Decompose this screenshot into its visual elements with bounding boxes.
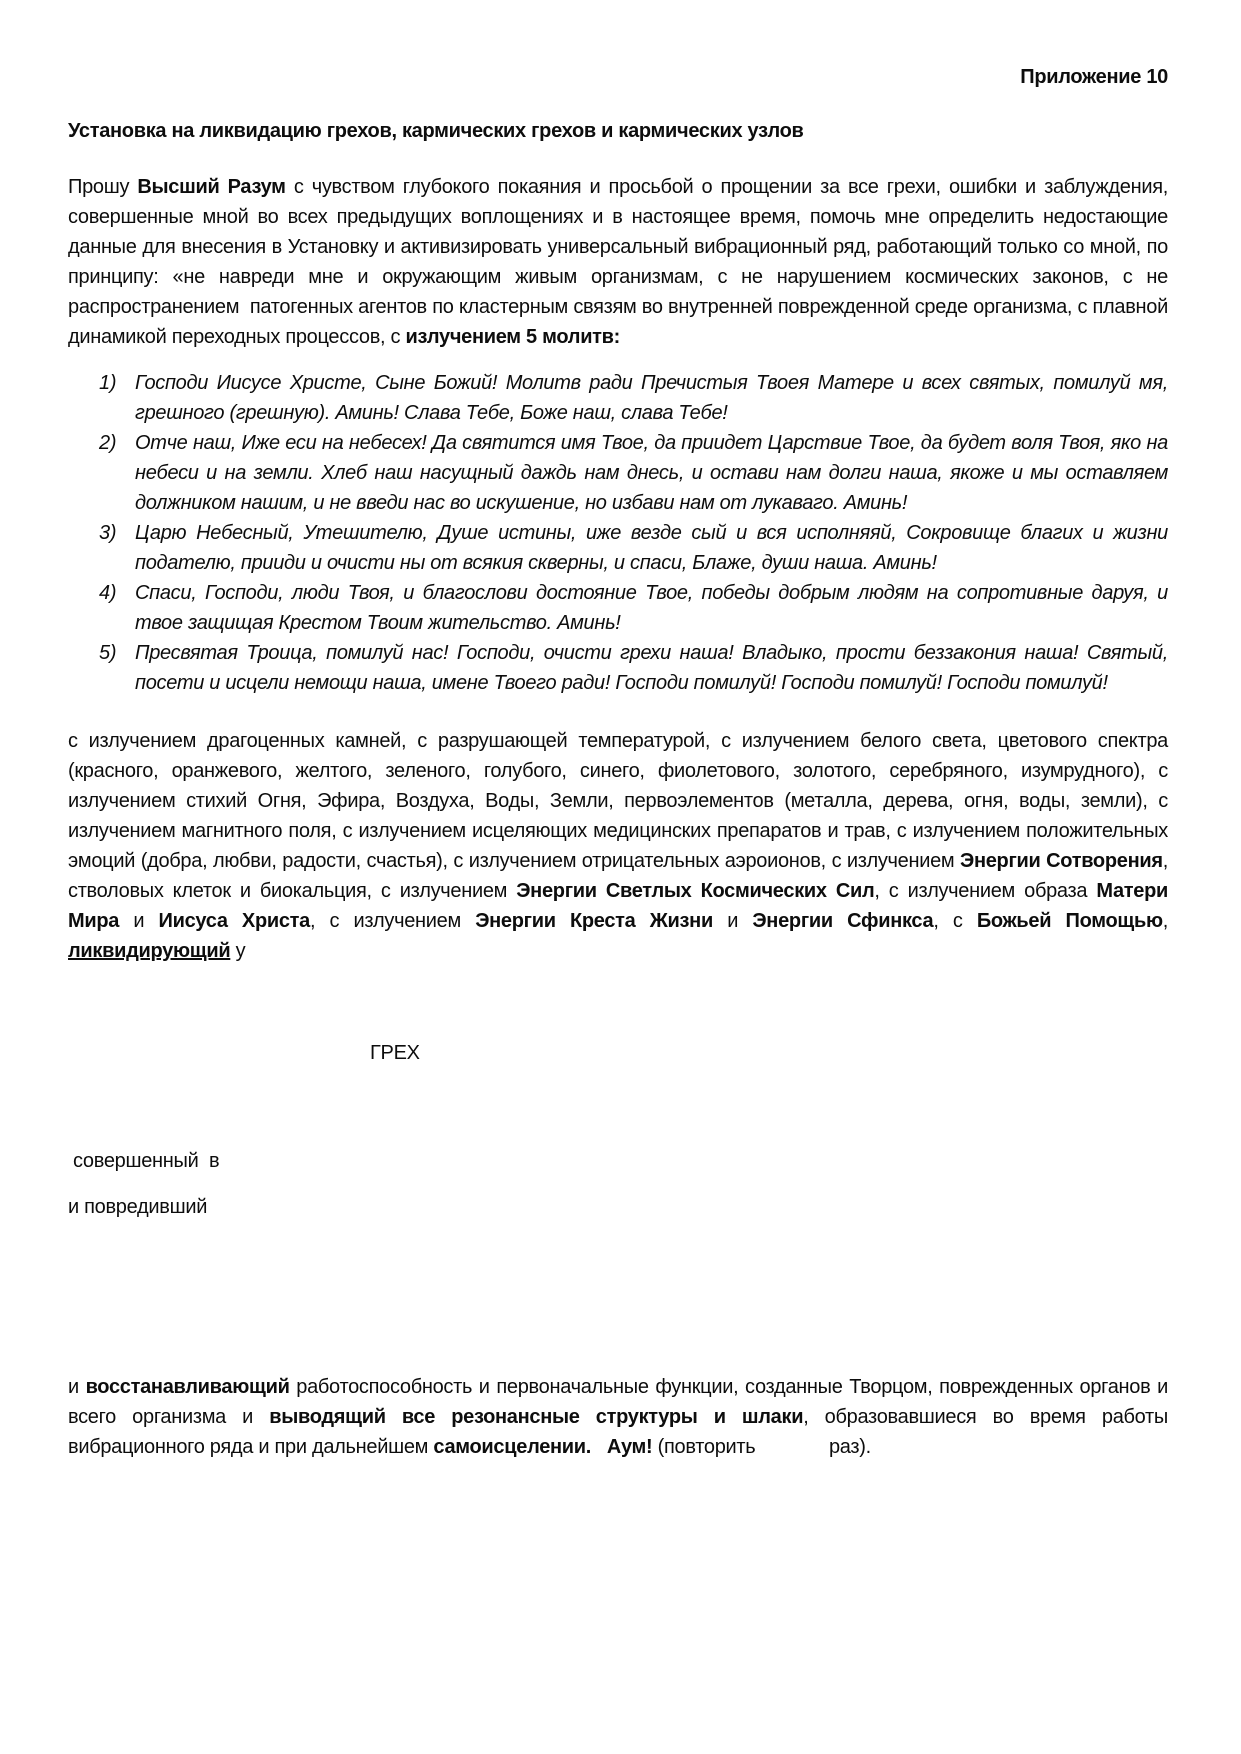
prayer-text: Спаси, Господи, люди Твоя, и благослови достояние Твое, победы добрым людям на сопротивные даруя, и твое защищая Крестом Твоим жительство. Аминь! xyxy=(135,582,1168,634)
radiation-paragraph: с излучением драгоценных камней, с разрушающей температурой, с излучением белого света, цветового спектра (красного, оранжевого, желтого, зеленого, голубого, синего, фиолетового, золотого, серебряного, изумрудного), с излучением стихий Огня, Эфира, Воздуха, Воды, Земли, первоэлементов (металла, дерева, огня, воды, земли), с излучением магнитного поля, с излучением исцеляющих медицинских препаратов и трав, с излучением положительных эмоций (добра, любви, радости, счастья), с излучением отрицательных аэроионов, с излучением Энергии Сотворения, стволовых клеток и биокальция, с излучением Энергии Светлых Космических Сил, с излучением образа Матери Мира и Иисуса Христа, с излучением Энергии Креста Жизни и Энергии Сфинкса, с Божьей Помощью, ликвидирующий у xyxy=(68,730,1169,962)
prayer-item xyxy=(68,638,1168,698)
prayer-item xyxy=(68,518,1168,578)
prayer-text: Пресвятая Троица, помилуй нас! Господи, очисти грехи наша! Владыко, прости беззакония наша! Святый, посети и исцели немощи наша, имене Твоего ради! Господи помилуй! Господи помилуй! Господи помилуй! xyxy=(135,642,1168,694)
prayer-number: 4) xyxy=(99,582,117,604)
closing-paragraph: и восстанавливающий работоспособность и первоначальные функции, созданные Творцом, поврежденных органов и всего организма и выводящий все резонансные структуры и шлаки, образовавшиеся во время работы вибрационного ряда и при дальнейшем самоисцелении. Аум! (повторить раз). xyxy=(68,1376,1168,1458)
prayer-list xyxy=(68,368,1168,698)
prayer-item xyxy=(68,428,1168,518)
prayer-text: Господи Иисусе Христе, Сыне Божий! Молитв ради Пречистыя Твоея Матере и всех святых, помилуй мя, грешного (грешную). Аминь! Слава Тебе, Боже наш, слава Тебе! xyxy=(135,372,1168,424)
document-title: Установка на ликвидацию грехов, кармических грехов и кармических узлов xyxy=(68,120,804,142)
prayer-item xyxy=(68,368,1168,428)
intro-paragraph: Прошу Высший Разум с чувством глубокого покаяния и просьбой о прощении за все грехи, ошибки и заблуждения, совершенные мной во всех предыдущих воплощениях и в настоящее время, помочь мне определить недостающие данные для внесения в Установку и активизировать универсальный вибрационный ряд, работающий только со мной, по принципу: «не навреди мне и окружающим живым организмам, с не нарушением космических законов, с не распространением патогенных агентов по кластерным связям во внутренней поврежденной среде организма, с плавной динамикой переходных процессов, с излучением 5 молитв: xyxy=(68,176,1169,348)
prayer-text: Отче наш, Иже еси на небесех! Да святится имя Твое, да приидет Царствие Твое, да будет воля Твоя, яко на небеси и на земли. Хлеб наш насущный даждь нам днесь, и остави нам долги наша, якоже и мы оставляем должником нашим, и не введи нас во искушение, но избави нам от лукаваго. Аминь! xyxy=(135,432,1168,514)
prayer-number: 5) xyxy=(99,642,117,664)
and-damaged-label: и повредивший xyxy=(68,1196,208,1218)
prayer-text: Царю Небесный, Утешителю, Душе истины, иже везде сый и вся исполняяй, Сокровище благих и жизни подателю, прииди и очисти ны от всякия скверны, и спаси, Блаже, души наша. Аминь! xyxy=(135,522,1168,574)
committed-in-label: совершенный в xyxy=(73,1150,220,1172)
prayer-number: 3) xyxy=(99,522,117,544)
prayer-number: 1) xyxy=(99,372,117,394)
sin-placeholder-label: ГРЕХ xyxy=(370,1042,420,1064)
prayer-item xyxy=(68,578,1168,638)
prayer-number: 2) xyxy=(99,432,117,454)
appendix-label: Приложение 10 xyxy=(1020,66,1168,88)
